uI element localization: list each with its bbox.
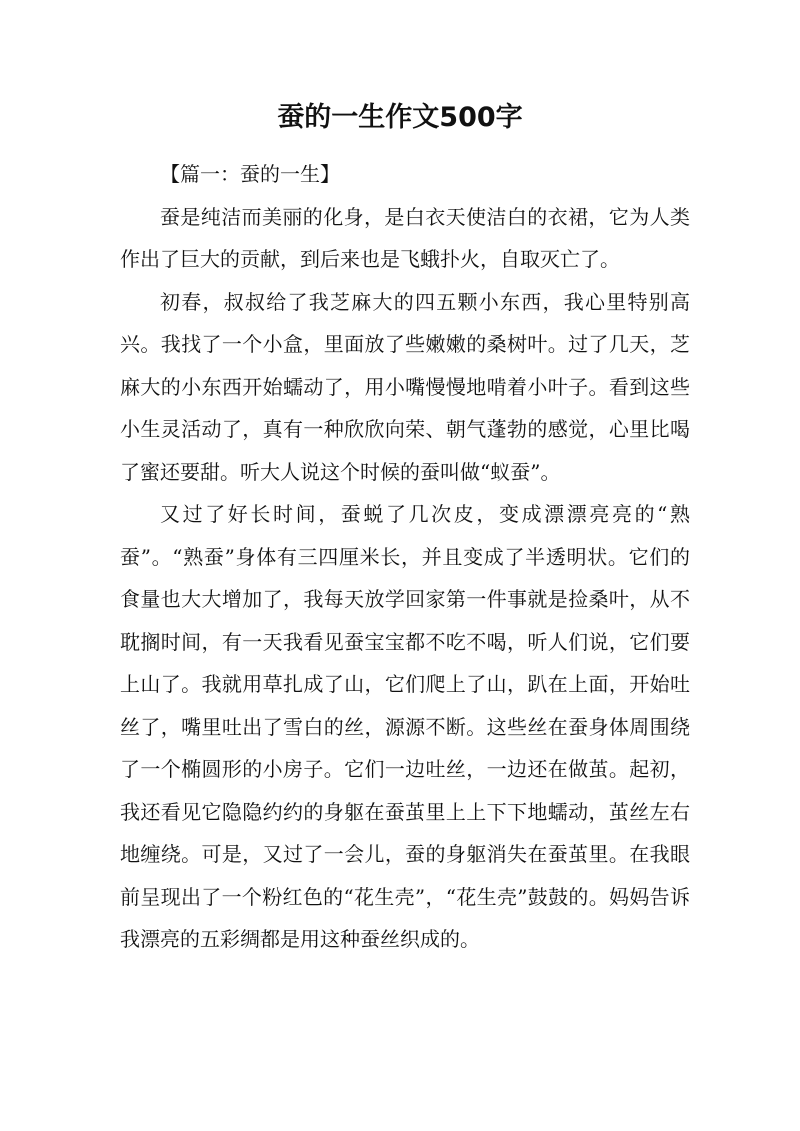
section-heading: 【篇一：蚕的一生】 [160,162,340,186]
document-title: 蚕的一生作文500字 [277,102,523,133]
paragraph-1: 蚕是纯洁而美丽的化身，是白衣天使洁白的衣裙，它为人类作出了巨大的贡献，到后来也是飞蛾扑火，自取灭亡了。 [120,204,690,271]
paragraph-2: 初春，叔叔给了我芝麻大的四五颗小东西，我心里特别高兴。我找了一个小盒，里面放了些嫩嫩的桑树叶。过了几天，芝麻大的小东西开始蠕动了，用小嘴慢慢地啃着小叶子。看到这些小生灵活动了，真有一种欣欣向荣、朝气蓬勃的感觉，心里比喝了蜜还要甜。听大人说这个时候的蚕叫做“蚁蚕”。 [120,289,690,484]
document-body [120,153,690,961]
paragraph-3: 又过了好长时间，蚕蜕了几次皮，变成漂漂亮亮的“熟蚕”。“熟蚕”身体有三四厘米长，并且变成了半透明状。它们的食量也大大增加了，我每天放学回家第一件事就是捡桑叶，从不耽搁时间，有一天我看见蚕宝宝都不吃不喝，听人们说，它们要上山了。我就用草扎成了山，它们爬上了山，趴在上面，开始吐丝了，嘴里吐出了雪白的丝，源源不断。这些丝在蚕身体周围绕了一个椭圆形的小房子。它们一边吐丝，一边还在做茧。起初，我还看见它隐隐约约的身躯在蚕茧里上上下下地蠕动，茧丝左右地缠绕。可是，又过了一会儿，蚕的身躯消失在蚕茧里。在我眼前呈现出了一个粉红色的“花生壳”，“花生壳”鼓鼓的。妈妈告诉我漂亮的五彩绸都是用这种蚕丝织成的。 [120,502,690,951]
